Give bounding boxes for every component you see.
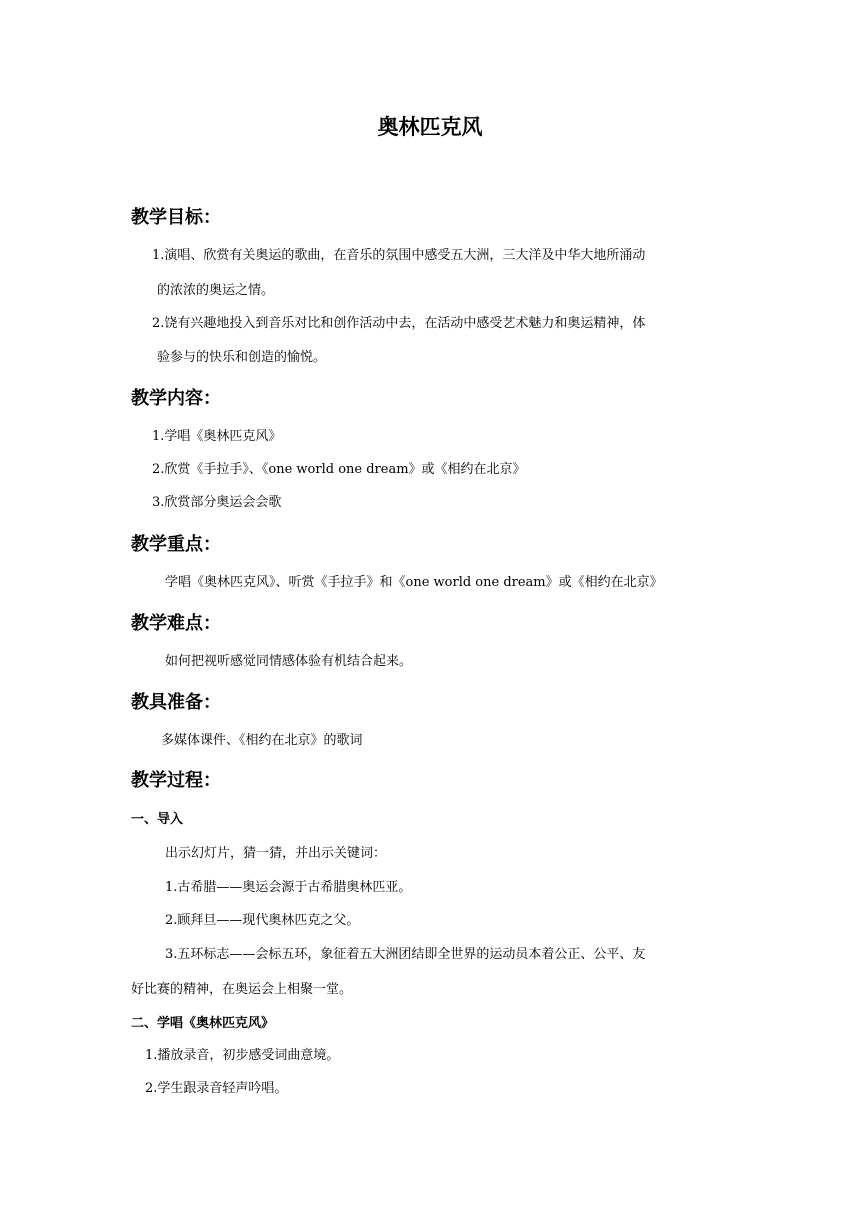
process-part-1-item-2: 2.顾拜旦——现代奥林匹克之父。 bbox=[165, 913, 360, 928]
materials-heading: 教具准备： bbox=[131, 692, 221, 713]
content-heading: 教学内容： bbox=[131, 388, 221, 409]
process-part-2-item-1: 1.播放录音，初步感受词曲意境。 bbox=[145, 1048, 340, 1063]
objective-1-line-1: 1.演唱、欣赏有关奥运的歌曲，在音乐的氛围中感受五大洲，三大洋及中华大地所涌动 bbox=[152, 248, 646, 263]
objectives-heading: 教学目标： bbox=[131, 207, 221, 228]
key-points-text: 学唱《奥林匹克风》、听赏《手拉手》和《one world one dream》或《相约在北京》 bbox=[165, 575, 663, 590]
objective-2-line-1: 2.饶有兴趣地投入到音乐对比和创作活动中去，在活动中感受艺术魅力和奥运精神，体 bbox=[152, 316, 646, 331]
process-part-2-heading: 二、学唱《奥林匹克风》 bbox=[131, 1016, 275, 1031]
content-item-2: 2.欣赏《手拉手》、《one world one dream》或《相约在北京》 bbox=[152, 462, 526, 477]
process-part-1-item-3-line-2: 好比赛的精神，在奥运会上相聚一堂。 bbox=[131, 982, 353, 997]
difficulties-text: 如何把视听感觉同情感体验有机结合起来。 bbox=[165, 654, 413, 669]
content-item-1: 1.学唱《奥林匹克风》 bbox=[152, 429, 282, 444]
materials-text: 多媒体课件、《相约在北京》的歌词 bbox=[161, 733, 363, 748]
objective-2-line-2: 验参与的快乐和创造的愉悦。 bbox=[157, 350, 327, 365]
process-part-1-intro: 出示幻灯片，猜一猜，并出示关键词： bbox=[165, 846, 387, 861]
process-part-1-item-3-line-1: 3.五环标志——会标五环，象征着五大洲团结即全世界的运动员本着公正、公平、友 bbox=[165, 947, 646, 962]
objective-1-line-2: 的浓浓的奥运之情。 bbox=[157, 283, 275, 298]
process-heading: 教学过程： bbox=[131, 770, 221, 791]
content-item-3: 3.欣赏部分奥运会会歌 bbox=[152, 495, 282, 510]
process-part-1-item-1: 1.古希腊——奥运会源于古希腊奥林匹亚。 bbox=[165, 880, 412, 895]
document-title: 奥林匹克风 bbox=[377, 115, 483, 139]
difficulties-heading: 教学难点： bbox=[131, 613, 221, 634]
process-part-2-item-2: 2.学生跟录音轻声吟唱。 bbox=[145, 1081, 288, 1096]
process-part-1-heading: 一、导入 bbox=[131, 812, 184, 827]
key-points-heading: 教学重点： bbox=[131, 534, 221, 555]
